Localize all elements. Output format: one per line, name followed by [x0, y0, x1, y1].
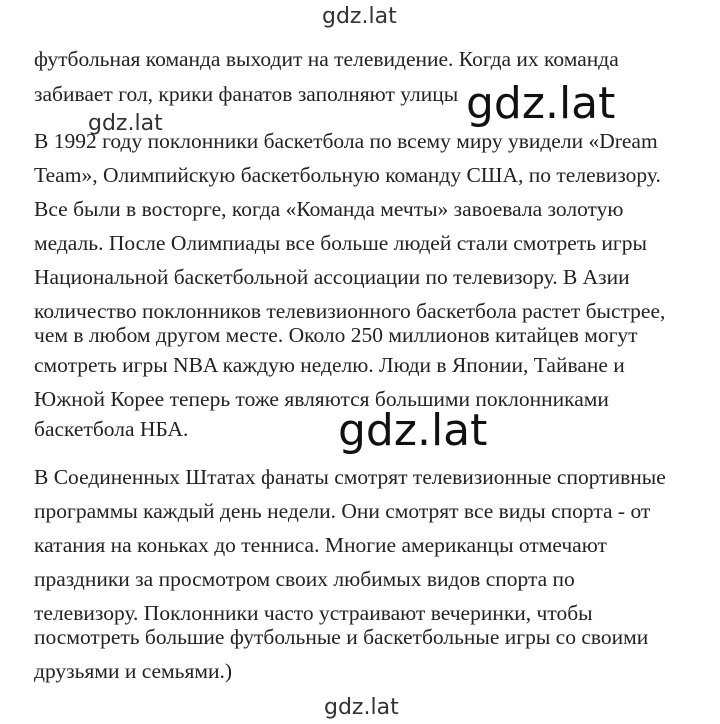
paragraph-3-line-1: В Соединенных Штатах фанаты смотрят телевизионные спортивные — [34, 465, 666, 489]
watermark-bottom: gdz.lat — [324, 695, 399, 720]
watermark-left: gdz.lat — [88, 111, 163, 136]
paragraph-2-line-10: баскетбола НБА. — [34, 417, 189, 441]
watermark-center: gdz.lat — [338, 405, 488, 456]
paragraph-2-line-6: количество поклонников телевизионного баскетбола растет быстрее, — [34, 299, 666, 323]
paragraph-3-line-5: телевизору. Поклонники часто устраивают вечеринки, чтобы — [34, 601, 593, 625]
paragraph-1-line-2: забивает гол, крики фанатов заполняют улицы — [34, 82, 459, 106]
paragraph-2-line-8: смотреть игры NBA каждую неделю. Люди в Японии, Тайване и — [34, 353, 625, 377]
paragraph-2-line-7: чем в любом другом месте. Около 250 миллионов китайцев могут — [34, 323, 638, 347]
watermark-right: gdz.lat — [466, 78, 616, 129]
paragraph-3-line-4: праздники за просмотром своих любимых видов спорта по — [34, 567, 575, 591]
paragraph-2-line-4: медаль. После Олимпиады все больше людей стали смотреть игры — [34, 231, 647, 255]
paragraph-2-line-5: Национальной баскетбольной ассоциации по телевизору. В Азии — [34, 265, 630, 289]
paragraph-3-line-6: посмотреть большие футбольные и баскетбольные игры со своими — [34, 625, 649, 649]
paragraph-3-line-2: программы каждый день недели. Они смотрят все виды спорта - от — [34, 499, 651, 523]
paragraph-2-line-2: Team», Олимпийскую баскетбольную команду США, по телевизору. — [34, 163, 661, 187]
paragraph-3-line-7: друзьями и семьями.) — [34, 659, 233, 683]
watermark-top: gdz.lat — [322, 4, 397, 29]
paragraph-1-line-1: футбольная команда выходит на телевидение. Когда их команда — [34, 47, 619, 71]
paragraph-3-line-3: катания на коньках до тенниса. Многие американцы отмечают — [34, 533, 607, 557]
paragraph-2-line-3: Все были в восторге, когда «Команда мечты» завоевала золотую — [34, 197, 624, 221]
paragraph-2-line-1: В 1992 году поклонники баскетбола по всему миру увидели «Dream — [34, 129, 658, 153]
paragraph-2-line-9: Южной Корее теперь тоже являются большими поклонниками — [34, 387, 609, 411]
